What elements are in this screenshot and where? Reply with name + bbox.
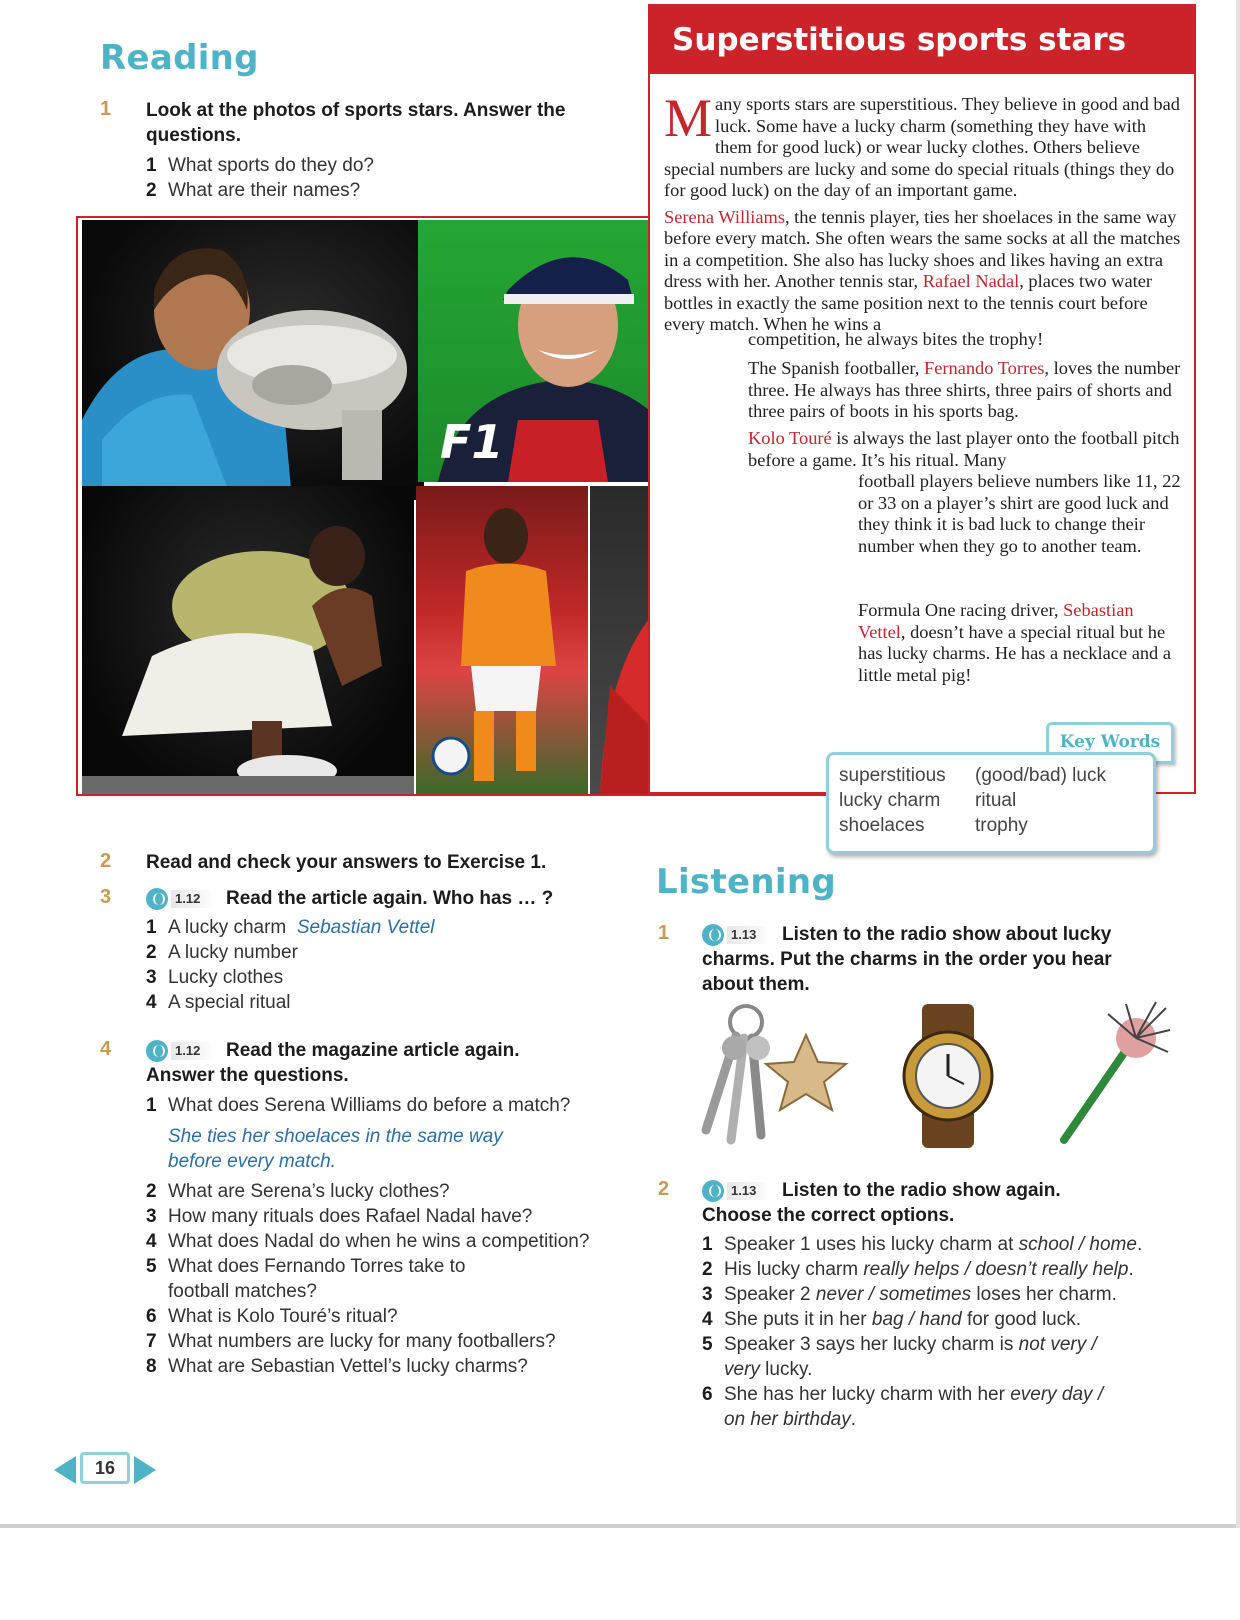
list-item: 8 What are Sebastian Vettel’s lucky charms? [146,1356,528,1377]
article-paragraph-4: football players believe numbers like 11, 22 or 33 on a player’s shirt are good luck and they think it is bad luck to change their number when they go to another team. [858,471,1181,556]
listening-ex1-instruction-line-2: charms. Put the charms in the order you hear [702,949,1112,970]
article-paragraph-1: Many sports stars are superstitious. They believe in good and bad luck. Some have a lucky charm (something they have with them for good luck) or wear lucky clothes. Others believe special numbers are lucky and some do special rituals (things they do for good luck) on the day of an important game. [664,88,1180,200]
drop-cap: M [664,88,713,148]
list-item: 3 How many rituals does Rafael Nadal have? [146,1206,533,1227]
photo-serena-williams [82,486,414,794]
exercise-4-instruction-line-2: Answer the questions. [146,1065,349,1086]
list-item-continuation: on her birthday. [724,1409,857,1430]
exercise-number: 4 [100,1038,112,1060]
example-answer: She ties her shoelaces in the same way [168,1126,503,1147]
audio-track-icon[interactable]: 1.12 [146,1039,216,1063]
photo-nadal [82,220,424,500]
list-item: 5 Speaker 3 says her lucky charm is not very / [702,1334,1097,1355]
audio-track-icon[interactable]: 1.13 [702,923,772,947]
article-paragraph-5: Formula One racing driver, Sebastian Vettel, doesn’t have a special ritual but he has lucky charms. He has a necklace and a little metal pig! [858,600,1172,685]
article-paragraph-4-start: Kolo Touré is always the last player onto the football pitch before a game. It’s his ritual. Many [748,428,1180,470]
listening-ex1-instruction-line-3: about them. [702,974,810,995]
key-words-tab: Key Words [1046,722,1174,764]
list-item: 1 A lucky charm Sebastian Vettel [146,917,435,938]
page-number: 16 [80,1452,130,1484]
exercise-1-instruction: Look at the photos of sports stars. Answer the questions. [146,100,566,146]
keys-charm-image [686,1000,866,1150]
list-item: 3 Speaker 2 never / sometimes loses her charm. [702,1284,1117,1305]
article-body [664,88,1184,341]
key-word: shoelaces [839,815,925,836]
exercise-2-instruction: Read and check your answers to Exercise 1. [146,852,547,873]
example-answer: Sebastian Vettel [296,917,435,938]
list-item: 7 What numbers are lucky for many footballers? [146,1331,556,1352]
next-page-arrow-icon[interactable] [132,1454,158,1486]
listening-heading: Listening [656,862,836,902]
list-item: 2 His lucky charm really helps / doesn’t really help. [702,1259,1134,1280]
article-paragraph-2: Serena Williams, the tennis player, ties her shoelaces in the same way before every match. She often wears the same socks at all the matches in a competition. She also has lucky shoes and likes having an extra dress with her. Another tennis star, Rafael Nadal, places two water bottles in exactly the same position next to the tennis court before every match. When he wins a [664,206,1181,334]
listening-ex2-instruction: 1.13 Listen to the radio show again. [702,1178,1061,1203]
exercise-number: 3 [100,886,112,908]
key-word: trophy [975,815,1028,836]
page-bottom-divider [0,1524,1240,1528]
key-word: ritual [975,790,1017,811]
example-answer-line-2: before every match. [168,1151,336,1172]
listening-ex1-instruction: 1.13 Listen to the radio show about lucky [702,922,1111,947]
list-item: 6 What is Kolo Touré’s ritual? [146,1306,398,1327]
key-words-box [826,752,1156,854]
toure-image [416,486,588,794]
exercise-number: 2 [100,850,112,872]
key-word: lucky charm [839,790,941,811]
exercise-number: 1 [658,922,670,944]
exercise-4-instruction: 1.12 Read the magazine article again. [146,1038,520,1063]
page-right-edge [1236,0,1240,1528]
key-word: superstitious [839,765,946,786]
audio-track-icon[interactable]: 1.13 [702,1179,772,1203]
list-item: 4 What does Nadal do when he wins a competition? [146,1231,590,1252]
exercise-number: 2 [658,1178,670,1200]
exercise-3-instruction: 1.12 Read the article again. Who has … ? [146,886,553,911]
serena-image [82,486,414,794]
pen-charm-image [1046,1000,1176,1150]
reading-heading: Reading [100,38,259,78]
list-item: 1 What does Serena Williams do before a match? [146,1095,571,1116]
list-item: 3 Lucky clothes [146,967,284,988]
audio-track-icon[interactable]: 1.12 [146,887,216,911]
list-item: 1 What sports do they do? [146,155,374,176]
nadal-trophy-image [82,220,424,500]
list-item: 4 She puts it in her bag / hand for good luck. [702,1309,1082,1330]
list-item: 2 What are their names? [146,180,361,201]
list-item: 6 She has her lucky charm with her every day / [702,1384,1104,1405]
f1-logo: F1 [440,415,504,469]
list-item: 4 A special ritual [146,992,291,1013]
list-item: 1 Speaker 1 uses his lucky charm at school / home. [702,1234,1143,1255]
list-item: 2 What are Serena’s lucky clothes? [146,1181,450,1202]
article-header [650,6,1194,74]
article-title: Superstitious sports stars [672,22,1127,58]
article-paragraph-3: The Spanish footballer, Fernando Torres, loves the number three. He always has three shirts, three pairs of shorts and three pairs of boots in his sports bag. [748,358,1181,421]
list-item-continuation: football matches? [168,1281,317,1302]
list-item: 5 What does Fernando Torres take to [146,1256,466,1277]
key-word: (good/bad) luck [975,765,1106,786]
photo-kolo-toure [416,486,588,794]
watch-charm-image [888,1000,1008,1150]
list-item: 2 A lucky number [146,942,298,963]
previous-page-arrow-icon[interactable] [52,1454,78,1486]
exercise-number: 1 [100,98,112,120]
list-item-continuation: very lucky. [724,1359,813,1380]
page-navigation [52,1452,162,1488]
listening-ex2-instruction-line-2: Choose the correct options. [702,1205,955,1226]
article-paragraph-2-end: competition, he always bites the trophy! [748,329,1044,349]
